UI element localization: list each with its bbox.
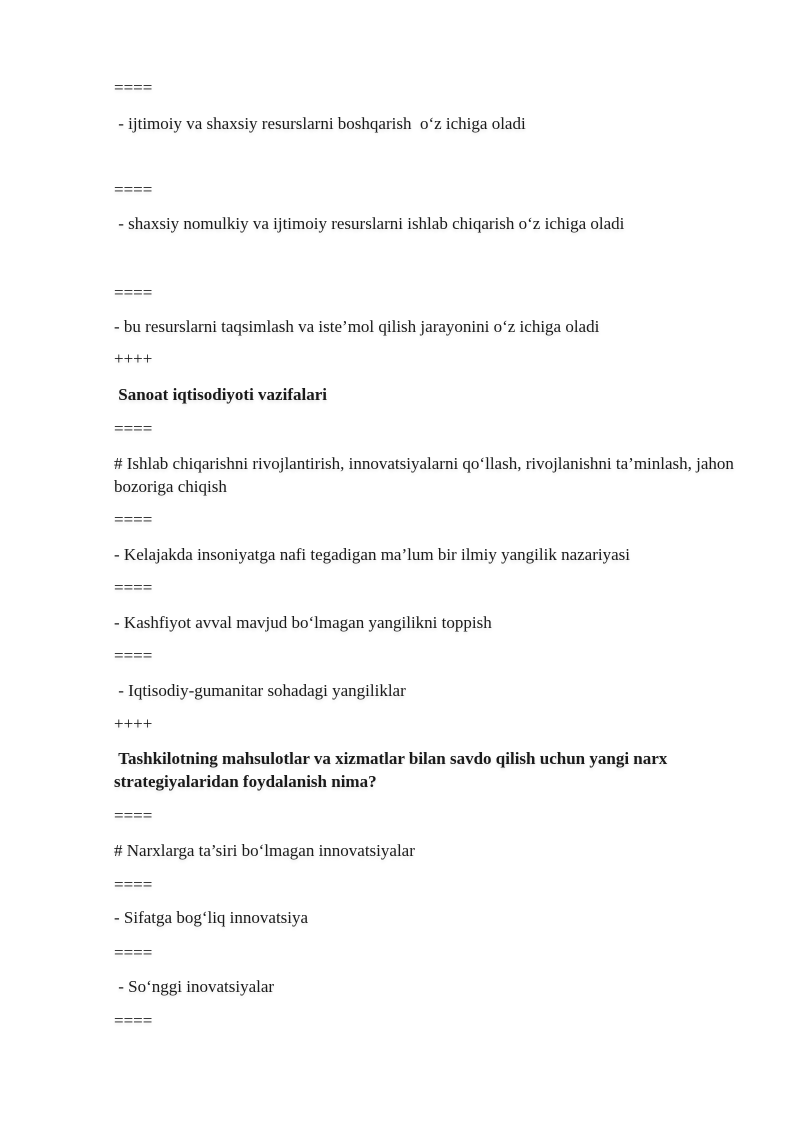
answer-option: - Sifatga bog‘liq innovatsiya xyxy=(114,908,309,927)
answer-option: - Iqtisodiy-gumanitar sohadagi yangiliklar xyxy=(114,681,406,700)
separator-line: ==== xyxy=(114,646,153,665)
separator-line: ==== xyxy=(114,510,153,529)
question-marker: ++++ xyxy=(114,349,153,368)
separator-line: ==== xyxy=(114,875,153,894)
separator-line: ==== xyxy=(114,1011,153,1030)
separator-line: ==== xyxy=(114,419,153,438)
answer-option: - ijtimoiy va shaxsiy resurslarni boshqarish o‘z ichiga oladi xyxy=(114,114,526,133)
answer-option: - bu resurslarni taqsimlash va iste’mol qilish jarayonini o‘z ichiga oladi xyxy=(114,317,600,336)
separator-line: ==== xyxy=(114,180,153,199)
correct-answer-option: # Ishlab chiqarishni rivojlantirish, innovatsiyalarni qo‘llash, rivojlanishni ta’minlash, jahon bozoriga chiqish xyxy=(114,454,739,496)
separator-line: ==== xyxy=(114,943,153,962)
answer-option: - So‘nggi inovatsiyalar xyxy=(114,977,275,996)
answer-option: - Kelajakda insoniyatga nafi tegadigan ma’lum bir ilmiy yangilik nazariyasi xyxy=(114,545,630,564)
question-marker: ++++ xyxy=(114,714,153,733)
answer-option: - shaxsiy nomulkiy va ijtimoiy resurslarni ishlab chiqarish o‘z ichiga oladi xyxy=(114,214,625,233)
question-text: Sanoat iqtisodiyoti vazifalari xyxy=(114,385,327,404)
separator-line: ==== xyxy=(114,806,153,825)
question-text: Tashkilotning mahsulotlar va xizmatlar bilan savdo qilish uchun yangi narx strategiyalaridan foydalanish nima? xyxy=(114,749,672,791)
separator-line: ==== xyxy=(114,78,153,97)
correct-answer-option: # Narxlarga ta’siri bo‘lmagan innovatsiyalar xyxy=(114,841,415,860)
answer-option: - Kashfiyot avval mavjud bo‘lmagan yangilikni toppish xyxy=(114,613,492,632)
separator-line: ==== xyxy=(114,283,153,302)
separator-line: ==== xyxy=(114,578,153,597)
